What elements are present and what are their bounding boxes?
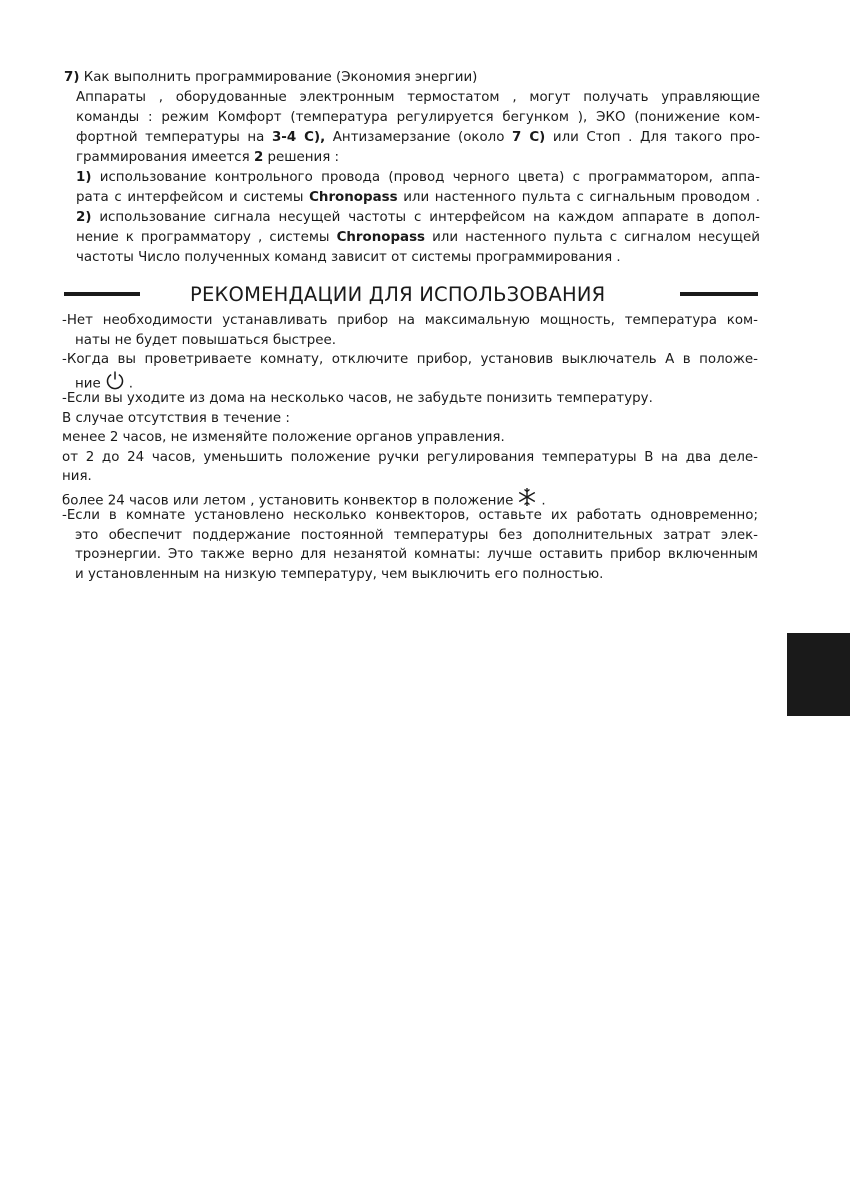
recommendation-1-cont: наты не будет повышаться быстрее. — [75, 332, 337, 348]
recommendation-2: -Когда вы проветриваете комнату, отключите прибор, установив выключатель А в положе- — [62, 352, 758, 367]
heading-text: РЕКОМЕНДАЦИИ ДЛЯ ИСПОЛЬЗОВАНИЯ — [190, 283, 606, 306]
page-edge-tab — [787, 633, 850, 716]
recommendation-4: -Если в комнате установлено несколько конвекторов, оставьте их работать одновременно; — [62, 508, 758, 523]
absence-medium: от 2 до 24 часов, уменьшить положение ручки регулирования температуры В на два деле- — [62, 449, 758, 465]
paragraph-line: рата с интерфейсом и системы Chronopass или настенного пульта с сигнальным проводом . — [76, 190, 760, 205]
heading-rule-right — [680, 292, 758, 296]
section-heading — [64, 281, 758, 309]
solution-1: 1) использование контрольного провода (провод черного цвета) с программатором, аппа- — [76, 170, 760, 185]
absence-long: более 24 часов или летом , установить конвектор в положение . — [62, 487, 758, 507]
absence-short: менее 2 часов, не изменяйте положение органов управления. — [62, 430, 505, 445]
recommendation-4-cont: это обеспечит поддержание постоянной температуры без дополнительных затрат элек- — [75, 527, 758, 543]
recommendations-list — [62, 311, 758, 584]
paragraph-line: Аппараты , оборудованные электронным термостатом , могут получать управляющие — [76, 90, 760, 105]
recommendation-3: -Если вы уходите из дома на несколько часов, не забудьте понизить температуру. — [62, 391, 653, 406]
paragraph-line: фортной температуры на 3-4 С), Антизамерзание (около 7 С) или Стоп . Для такого про- — [76, 130, 760, 145]
recommendation-1: -Нет необходимости устанавливать прибор на максимальную мощность, температура ком- — [62, 313, 758, 328]
paragraph-line: частоты Число полученных команд зависит от системы программирования . — [76, 250, 621, 265]
absence-medium-cont: ния. — [62, 469, 92, 484]
section-7-title: 7) Как выполнить программирование (Экономия энергии) — [64, 70, 478, 85]
section-7 — [64, 68, 760, 268]
recommendation-2-cont: ние . — [62, 370, 758, 390]
recommendation-4-cont: и установленным на низкую температуру, чем выключить его полностью. — [75, 566, 604, 582]
heading-rule-left — [64, 292, 140, 296]
solution-2: 2) использование сигнала несущей частоты с интерфейсом на каждом аппарате в допол- — [76, 210, 760, 225]
paragraph-line: команды : режим Комфорт (температура регулируется бегунком ), ЭКО (понижение ком- — [76, 110, 760, 125]
recommendation-4-cont: троэнергии. Это также верно для незанятой комнаты: лучше оставить прибор включенным — [75, 547, 758, 562]
paragraph-line: граммирования имеется 2 решения : — [76, 150, 340, 165]
absence-intro: В случае отсутствия в течение : — [62, 410, 290, 426]
paragraph-line: нение к программатору , системы Chronopass или настенного пульта с сигналом несущей — [76, 230, 760, 245]
